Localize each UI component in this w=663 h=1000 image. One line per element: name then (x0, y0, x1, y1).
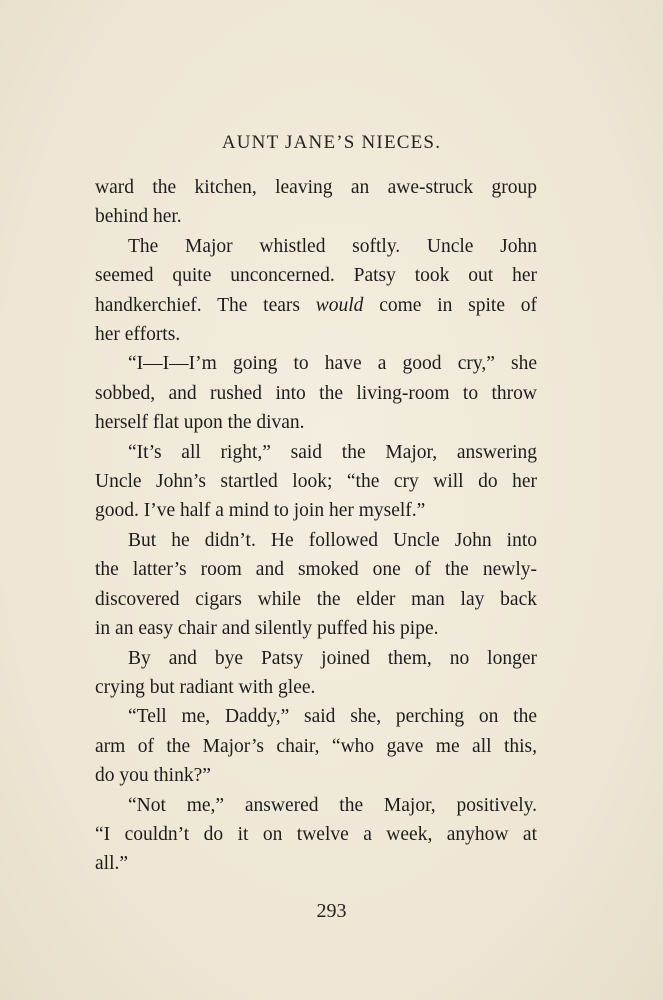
text-line: discovered cigars while the elder man lay back (95, 588, 537, 610)
text-line: Uncle John’s startled look; “the cry will do her (95, 471, 537, 493)
text-line: crying but radiant with glee. (95, 676, 316, 698)
text-line: “Not me,” answered the Major, positively. (128, 794, 537, 816)
text-line: “I couldn’t do it on twelve a week, anyhow at (95, 823, 537, 845)
text-line: behind her. (95, 206, 182, 228)
text-line: do you think?” (95, 765, 211, 787)
text-line: good. I’ve half a mind to join her myself.” (95, 500, 426, 522)
text-line: “It’s all right,” said the Major, answering (128, 441, 537, 463)
text-line: seemed quite unconcerned. Patsy took out her (95, 265, 537, 287)
text-line: the latter’s room and smoked one of the newly- (95, 559, 537, 581)
text-line: “Tell me, Daddy,” said she, perching on the (128, 706, 537, 728)
text-line: her efforts. (95, 324, 181, 346)
running-head: AUNT JANE’S NIECES. (221, 132, 442, 153)
emphasized-word: would (315, 294, 364, 316)
text-line: By and bye Patsy joined them, no longer (128, 647, 537, 669)
text-line: ward the kitchen, leaving an awe-struck group (95, 177, 537, 198)
page-number: 293 (316, 900, 347, 922)
text-line: “I—I—I’m going to have a good cry,” she (128, 353, 537, 375)
body-text (95, 173, 537, 879)
text-line: all.” (95, 853, 129, 875)
text-line: herself flat upon the divan. (95, 412, 305, 434)
text-line: in an easy chair and silently puffed his pipe. (95, 618, 439, 640)
text-line: The Major whistled softly. Uncle John (128, 235, 537, 257)
text-line: handkerchief. The tears would come in spite of (95, 294, 537, 316)
text-line: arm of the Major’s chair, “who gave me all this, (95, 735, 537, 757)
text-line: But he didn’t. He followed Uncle John into (128, 529, 537, 551)
text-line: sobbed, and rushed into the living-room to throw (95, 382, 537, 404)
